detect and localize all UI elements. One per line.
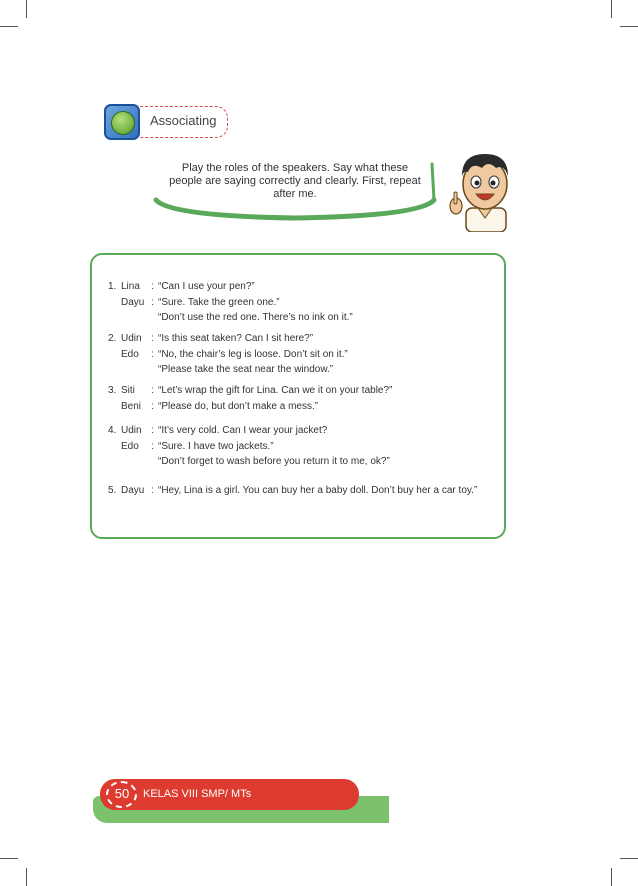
speaker-colon: : xyxy=(151,281,154,292)
speaker-name: Dayu xyxy=(121,485,145,496)
crop-mark xyxy=(26,868,27,886)
page-number: 50 xyxy=(114,786,130,801)
associating-icon xyxy=(104,104,140,140)
speaker-name: Siti xyxy=(121,385,135,396)
speaker-colon: : xyxy=(151,296,154,308)
crop-mark xyxy=(0,858,18,859)
dialog-line-text: “Please do, but don’t make a mess.” xyxy=(158,400,319,412)
section-label: Associating xyxy=(150,113,217,128)
dialog-number: 2. xyxy=(108,333,117,344)
crop-mark xyxy=(26,0,27,18)
speaker-name: Dayu xyxy=(121,296,145,308)
speaker-name: Udin xyxy=(121,425,142,436)
dialog-line-text: “Don’t forget to wash before you return it to me, ok?” xyxy=(158,456,390,467)
speaker-name: Beni xyxy=(121,400,142,412)
dialog-line-text: “Is this seat taken? Can I sit here?” xyxy=(158,333,314,344)
speaker-name: Edo xyxy=(121,348,139,360)
crop-mark xyxy=(620,858,638,859)
speaker-name: Edo xyxy=(121,440,139,452)
dialog-number: 1. xyxy=(108,281,117,292)
crop-mark xyxy=(611,868,612,886)
speaker-colon: : xyxy=(151,440,154,452)
footer-label: KELAS VIII SMP/ MTs xyxy=(143,788,252,800)
speaker-name: Udin xyxy=(121,333,142,344)
dialog-number: 5. xyxy=(108,485,117,496)
speaker-colon: : xyxy=(151,385,154,396)
speaker-name: Lina xyxy=(121,281,140,292)
dialog-line-text: “Let’s wrap the gift for Lina. Can we it on your table?” xyxy=(158,385,393,396)
dialog-line-text: “Sure. I have two jackets.” xyxy=(158,440,274,452)
dialog-line-text: “Can I use your pen?” xyxy=(158,281,255,292)
dialog-number: 4. xyxy=(108,425,117,436)
dialog-line-text: “Please take the seat near the window.” xyxy=(158,364,334,375)
crop-mark xyxy=(611,0,612,18)
dialog-line-text: “Sure. Take the green one.” xyxy=(158,296,280,308)
boy-illustration xyxy=(448,146,522,232)
dialog-line-text: “It’s very cold. Can I wear your jacket? xyxy=(158,425,328,436)
speaker-colon: : xyxy=(151,348,154,360)
speaker-colon: : xyxy=(151,485,154,496)
speaker-colon: : xyxy=(151,333,154,344)
dialog-line-text: “No, the chair’s leg is loose. Don’t sit on it.” xyxy=(158,348,348,360)
crop-mark xyxy=(0,26,18,27)
dialog-number: 3. xyxy=(108,385,117,396)
speaker-colon: : xyxy=(151,425,154,436)
speaker-colon: : xyxy=(151,400,154,412)
dialog-line-text: “Hey, Lina is a girl. You can buy her a baby doll. Don’t buy her a car toy.” xyxy=(158,485,478,496)
instruction-text: Play the roles of the speakers. Say what these people are saying correctly and clearly. First, repeat after me. xyxy=(169,162,421,200)
dialog-line-text: “Don’t use the red one. There’s no ink on it.” xyxy=(158,312,353,323)
crop-mark xyxy=(620,26,638,27)
